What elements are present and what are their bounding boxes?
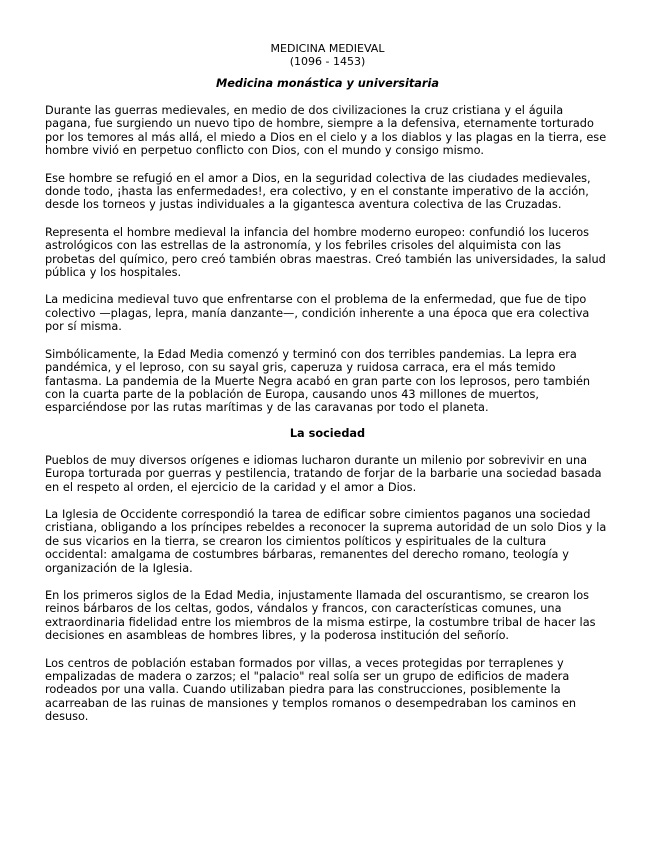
paragraph-guerras: Durante las guerras medievales, en medio de dos civilizaciones la cruz cristiana y el águila pagana, fue surgiendo un nuevo tipo de hombre, siempre a la defensiva, eternamente torturado por los temores al más allá, el miedo a Dios en el cielo y a los diablos y las plagas en la tierra, ese hombre vivió en perpetuo conflicto con Dios, con el mundo y consigo mismo.	[45, 104, 607, 158]
paragraph-pueblos: Pueblos de muy diversos orígenes e idiomas lucharon durante un milenio por sobrevivir en una Europa torturada por guerras y pestilencia, tratando de forjar de la barbarie una sociedad basada en el respeto al orden, el ejercicio de la caridad y el amor a Dios.	[45, 453, 602, 494]
document-page	[45, 42, 610, 724]
paragraph-refugio: Ese hombre se refugió en el amor a Dios, en la seguridad colectiva de las ciudades medievales, donde todo, ¡hasta las enfermedades!, era colectivo, y en el constante imperativo de la acción, desde los torneos y justas individuales a la gigantesca aventura colectiva de las Cruzadas.	[45, 171, 591, 212]
section-heading-medicina: Medicina monástica y universitaria	[215, 77, 439, 90]
paragraph-reinos: En los primeros siglos de la Edad Media, injustamente llamada del oscurantismo, se crearon los reinos bárbaros de los celtas, godos, vándalos y francos, con características comunes, una extraordinaria fidelidad entre los miembros de la misma estirpe, la costumbre tribal de hacer las decisiones en asambleas de hombres libres, y la poderosa institución del señorío.	[45, 588, 596, 643]
title-block	[45, 42, 610, 68]
document-title: MEDICINA MEDIEVAL	[270, 42, 385, 55]
document-dates: (1096 - 1453)	[289, 55, 366, 68]
paragraph-hombre-medieval: Representa el hombre medieval la infancia del hombre moderno europeo: confundió los luceros astrológicos con las estrellas de la astronomía, y los febriles crisoles del alquimista con las probetas del químico, pero creó también obras maestras. Creó también las universidades, la salud pública y los hospitales.	[45, 225, 606, 280]
section-heading-sociedad: La sociedad	[289, 426, 366, 440]
paragraph-pandemias: Simbólicamente, la Edad Media comenzó y terminó con dos terribles pandemias. La lepra era pandémica, y el leproso, con su sayal gris, caperuza y ruidosa carraca, era el más temido fantasma. La pandemia de la Muerte Negra acabó en gran parte con los leprosos, pero también con la cuarta parte de la población de Europa, causando unos 43 millones de muertos, esparciéndose por las rutas marítimas y de las caravanas por todo el planeta.	[45, 347, 591, 415]
paragraph-iglesia: La Iglesia de Occidente correspondió la tarea de edificar sobre cimientos paganos una sociedad cristiana, obligando a los príncipes rebeldes a reconocer la suprema autoridad de un solo Dios y la de sus vicarios en la tierra, se crearon los cimientos políticos y espirituales de la cultura occidental: amalgama de costumbres bárbaras, remanentes del derecho romano, teología y organización de la Iglesia.	[45, 507, 607, 575]
paragraph-centros: Los centros de población estaban formados por villas, a veces protegidas por terraplenes y empalizadas de madera o zarzos; el "palacio" real solía ser un grupo de edificios de madera rodeados por una valla. Cuando utilizaban piedra para las construcciones, posiblemente la acarreaban de las ruinas de mansiones y templos romanos o desempedraban los caminos en desuso.	[45, 656, 577, 724]
paragraph-enfermedad: La medicina medieval tuvo que enfrentarse con el problema de la enfermedad, que fue de tipo colectivo —plagas, lepra, manía danzante—, condición inherente a una época que era colectiva por sí misma.	[45, 293, 590, 334]
